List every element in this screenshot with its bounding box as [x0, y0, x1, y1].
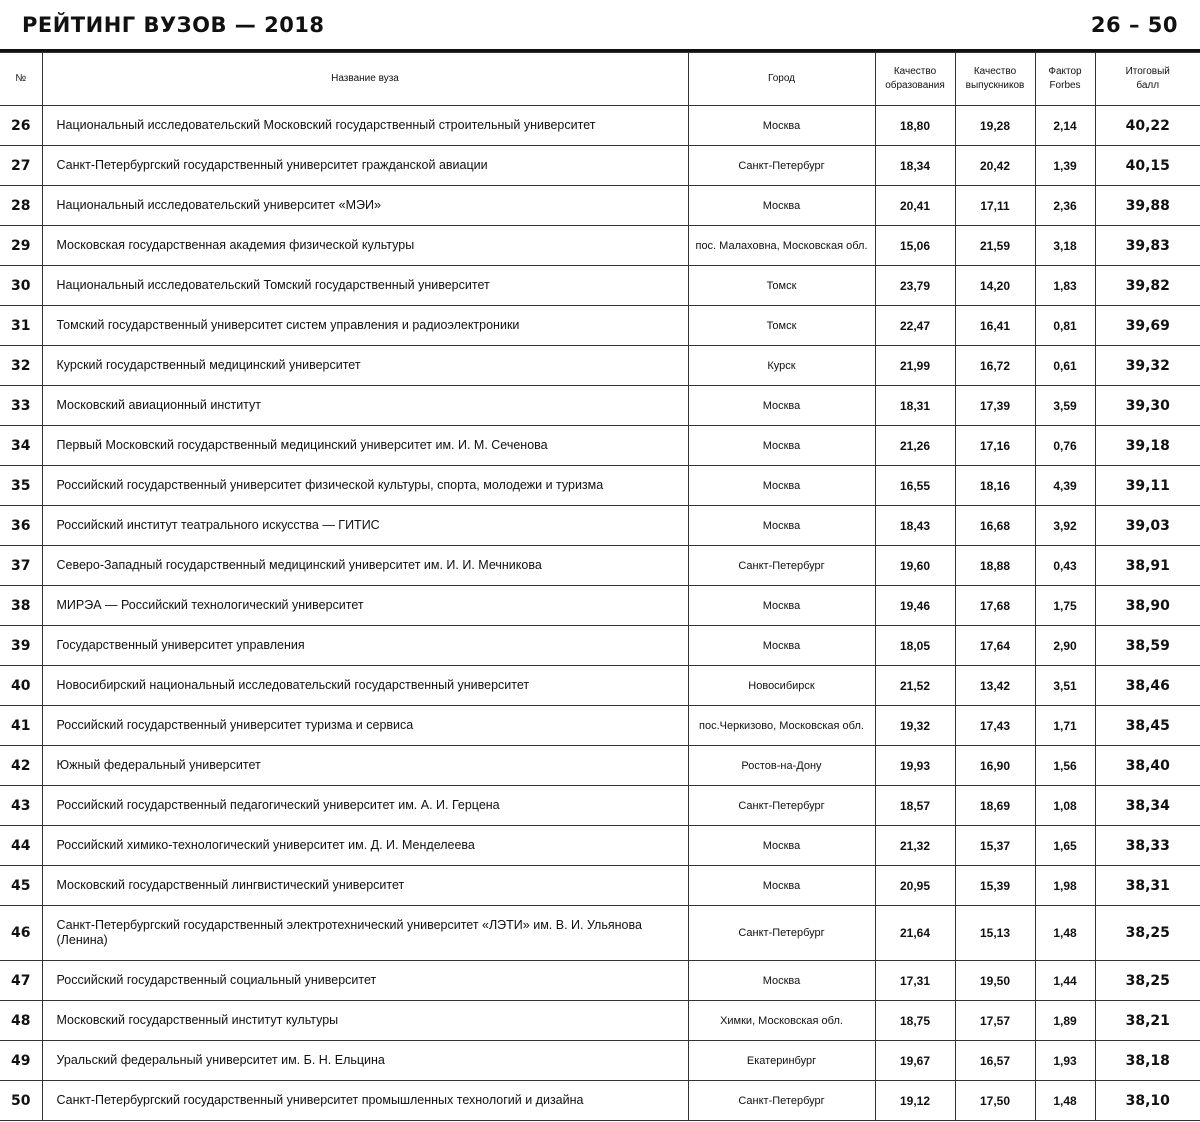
- quality-grad-cell: 14,20: [955, 266, 1035, 306]
- quality-edu-cell: 19,12: [875, 1081, 955, 1121]
- forbes-factor-cell: 1,08: [1035, 786, 1095, 826]
- rank-cell: 43: [0, 786, 42, 826]
- total-score-cell: 39,32: [1095, 346, 1200, 386]
- university-name-cell: Московская государственная академия физической культуры: [42, 226, 688, 266]
- header-total-line2: балл: [1136, 80, 1160, 91]
- city-cell: Санкт-Петербург: [688, 546, 875, 586]
- quality-grad-cell: 17,43: [955, 706, 1035, 746]
- university-name-cell: Московский государственный лингвистический университет: [42, 866, 688, 906]
- quality-grad-cell: 17,11: [955, 186, 1035, 226]
- rank-cell: 44: [0, 826, 42, 866]
- forbes-factor-cell: 2,36: [1035, 186, 1095, 226]
- forbes-factor-cell: 0,81: [1035, 306, 1095, 346]
- city-cell: Москва: [688, 426, 875, 466]
- quality-grad-cell: 15,39: [955, 866, 1035, 906]
- header-name: Название вуза: [42, 53, 688, 106]
- quality-edu-cell: 21,32: [875, 826, 955, 866]
- quality-grad-cell: 21,59: [955, 226, 1035, 266]
- quality-edu-cell: 18,43: [875, 506, 955, 546]
- header-forbes-line1: Фактор: [1048, 66, 1082, 77]
- quality-edu-cell: 21,26: [875, 426, 955, 466]
- table-row: [0, 1041, 1200, 1081]
- table-row: [0, 906, 1200, 961]
- quality-edu-cell: 18,57: [875, 786, 955, 826]
- total-score-cell: 38,25: [1095, 961, 1200, 1001]
- quality-edu-cell: 19,32: [875, 706, 955, 746]
- header-quality-edu: [875, 53, 955, 106]
- city-cell: Новосибирск: [688, 666, 875, 706]
- forbes-factor-cell: 1,56: [1035, 746, 1095, 786]
- rank-cell: 32: [0, 346, 42, 386]
- table-header-row: [0, 53, 1200, 106]
- header-total: [1095, 53, 1200, 106]
- quality-grad-cell: 17,16: [955, 426, 1035, 466]
- total-score-cell: 40,22: [1095, 106, 1200, 146]
- quality-grad-cell: 17,57: [955, 1001, 1035, 1041]
- rank-cell: 33: [0, 386, 42, 426]
- table-row: [0, 626, 1200, 666]
- quality-edu-cell: 19,60: [875, 546, 955, 586]
- city-cell: Курск: [688, 346, 875, 386]
- table-row: [0, 506, 1200, 546]
- forbes-factor-cell: 2,14: [1035, 106, 1095, 146]
- university-name-cell: Российский химико-технологический университет им. Д. И. Менделеева: [42, 826, 688, 866]
- city-cell: пос. Малаховна, Московская обл.: [688, 226, 875, 266]
- city-cell: Москва: [688, 466, 875, 506]
- city-cell: Санкт-Петербург: [688, 906, 875, 961]
- university-name-cell: Московский государственный институт культуры: [42, 1001, 688, 1041]
- table-row: [0, 786, 1200, 826]
- university-name-cell: Государственный университет управления: [42, 626, 688, 666]
- rank-cell: 34: [0, 426, 42, 466]
- total-score-cell: 38,21: [1095, 1001, 1200, 1041]
- university-name-cell: МИРЭА — Российский технологический университет: [42, 586, 688, 626]
- quality-grad-cell: 18,69: [955, 786, 1035, 826]
- city-cell: Ростов-на-Дону: [688, 746, 875, 786]
- university-name-cell: Санкт-Петербургский государственный университет промышленных технологий и дизайна: [42, 1081, 688, 1121]
- table-row: [0, 866, 1200, 906]
- university-name-cell: Томский государственный университет систем управления и радиоэлектроники: [42, 306, 688, 346]
- forbes-factor-cell: 3,59: [1035, 386, 1095, 426]
- university-name-cell: Новосибирский национальный исследовательский государственный университет: [42, 666, 688, 706]
- city-cell: Санкт-Петербург: [688, 146, 875, 186]
- university-name-cell: Первый Московский государственный медицинский университет им. И. М. Сеченова: [42, 426, 688, 466]
- quality-edu-cell: 18,75: [875, 1001, 955, 1041]
- rank-cell: 27: [0, 146, 42, 186]
- rank-cell: 31: [0, 306, 42, 346]
- quality-grad-cell: 16,72: [955, 346, 1035, 386]
- header-forbes-line2: Forbes: [1049, 80, 1081, 91]
- table-row: [0, 546, 1200, 586]
- forbes-factor-cell: 1,48: [1035, 906, 1095, 961]
- table-row: [0, 746, 1200, 786]
- total-score-cell: 38,45: [1095, 706, 1200, 746]
- forbes-factor-cell: 1,75: [1035, 586, 1095, 626]
- quality-edu-cell: 16,55: [875, 466, 955, 506]
- table-row: [0, 426, 1200, 466]
- university-name-cell: Курский государственный медицинский университет: [42, 346, 688, 386]
- university-name-cell: Северо-Западный государственный медицинский университет им. И. И. Мечникова: [42, 546, 688, 586]
- city-cell: Москва: [688, 866, 875, 906]
- city-cell: Москва: [688, 386, 875, 426]
- quality-edu-cell: 18,31: [875, 386, 955, 426]
- forbes-factor-cell: 1,93: [1035, 1041, 1095, 1081]
- table-row: [0, 1001, 1200, 1041]
- rank-cell: 38: [0, 586, 42, 626]
- city-cell: Санкт-Петербург: [688, 786, 875, 826]
- table-row: [0, 386, 1200, 426]
- city-cell: Москва: [688, 961, 875, 1001]
- quality-grad-cell: 16,90: [955, 746, 1035, 786]
- quality-grad-cell: 17,68: [955, 586, 1035, 626]
- table-body: [0, 106, 1200, 1121]
- quality-edu-cell: 17,31: [875, 961, 955, 1001]
- rank-cell: 42: [0, 746, 42, 786]
- city-cell: Москва: [688, 586, 875, 626]
- city-cell: пос.Черкизово, Московская обл.: [688, 706, 875, 746]
- quality-edu-cell: 15,06: [875, 226, 955, 266]
- table-row: [0, 826, 1200, 866]
- quality-edu-cell: 21,99: [875, 346, 955, 386]
- city-cell: Екатеринбург: [688, 1041, 875, 1081]
- header-num: №: [0, 53, 42, 106]
- total-score-cell: 38,25: [1095, 906, 1200, 961]
- rank-cell: 36: [0, 506, 42, 546]
- table-row: [0, 266, 1200, 306]
- quality-grad-cell: 17,64: [955, 626, 1035, 666]
- total-score-cell: 39,83: [1095, 226, 1200, 266]
- quality-grad-cell: 16,68: [955, 506, 1035, 546]
- university-name-cell: Южный федеральный университет: [42, 746, 688, 786]
- table-row: [0, 146, 1200, 186]
- university-name-cell: Российский государственный педагогический университет им. А. И. Герцена: [42, 786, 688, 826]
- table-row: [0, 226, 1200, 266]
- total-score-cell: 38,40: [1095, 746, 1200, 786]
- total-score-cell: 38,91: [1095, 546, 1200, 586]
- quality-grad-cell: 13,42: [955, 666, 1035, 706]
- city-cell: Москва: [688, 826, 875, 866]
- rank-cell: 29: [0, 226, 42, 266]
- total-score-cell: 38,18: [1095, 1041, 1200, 1081]
- university-name-cell: Национальный исследовательский Московский государственный строительный университет: [42, 106, 688, 146]
- university-name-cell: Российский государственный университет туризма и сервиса: [42, 706, 688, 746]
- quality-grad-cell: 15,13: [955, 906, 1035, 961]
- university-name-cell: Российский государственный университет физической культуры, спорта, молодежи и туризма: [42, 466, 688, 506]
- page-title: РЕЙТИНГ ВУЗОВ — 2018: [22, 12, 325, 37]
- forbes-factor-cell: 3,18: [1035, 226, 1095, 266]
- university-name-cell: Национальный исследовательский Томский государственный университет: [42, 266, 688, 306]
- forbes-factor-cell: 1,83: [1035, 266, 1095, 306]
- total-score-cell: 39,03: [1095, 506, 1200, 546]
- header-quality-edu-line1: Качество: [893, 66, 937, 77]
- rank-cell: 48: [0, 1001, 42, 1041]
- forbes-factor-cell: 3,92: [1035, 506, 1095, 546]
- quality-grad-cell: 18,16: [955, 466, 1035, 506]
- quality-edu-cell: 19,93: [875, 746, 955, 786]
- quality-grad-cell: 16,57: [955, 1041, 1035, 1081]
- rank-cell: 39: [0, 626, 42, 666]
- table-row: [0, 346, 1200, 386]
- table-row: [0, 706, 1200, 746]
- forbes-factor-cell: 3,51: [1035, 666, 1095, 706]
- header-quality-grad-line1: Качество: [973, 66, 1017, 77]
- table-row: [0, 1081, 1200, 1121]
- total-score-cell: 38,10: [1095, 1081, 1200, 1121]
- rank-cell: 28: [0, 186, 42, 226]
- forbes-factor-cell: 1,39: [1035, 146, 1095, 186]
- forbes-factor-cell: 0,43: [1035, 546, 1095, 586]
- quality-grad-cell: 19,50: [955, 961, 1035, 1001]
- total-score-cell: 38,46: [1095, 666, 1200, 706]
- total-score-cell: 38,33: [1095, 826, 1200, 866]
- table-row: [0, 586, 1200, 626]
- university-name-cell: Российский государственный социальный университет: [42, 961, 688, 1001]
- city-cell: Томск: [688, 266, 875, 306]
- university-name-cell: Московский авиационный институт: [42, 386, 688, 426]
- header-total-line1: Итоговый: [1125, 66, 1170, 77]
- forbes-factor-cell: 1,48: [1035, 1081, 1095, 1121]
- quality-edu-cell: 18,80: [875, 106, 955, 146]
- table-row: [0, 106, 1200, 146]
- city-cell: Москва: [688, 626, 875, 666]
- total-score-cell: 38,31: [1095, 866, 1200, 906]
- quality-grad-cell: 18,88: [955, 546, 1035, 586]
- header-forbes: [1035, 53, 1095, 106]
- forbes-factor-cell: 1,71: [1035, 706, 1095, 746]
- quality-edu-cell: 18,34: [875, 146, 955, 186]
- forbes-factor-cell: 1,44: [1035, 961, 1095, 1001]
- quality-grad-cell: 20,42: [955, 146, 1035, 186]
- city-cell: Москва: [688, 506, 875, 546]
- university-name-cell: Санкт-Петербургский государственный университет гражданской авиации: [42, 146, 688, 186]
- university-name-cell: Российский институт театрального искусства — ГИТИС: [42, 506, 688, 546]
- total-score-cell: 40,15: [1095, 146, 1200, 186]
- ranking-table: [0, 52, 1200, 1121]
- forbes-factor-cell: 0,61: [1035, 346, 1095, 386]
- total-score-cell: 38,90: [1095, 586, 1200, 626]
- rank-cell: 26: [0, 106, 42, 146]
- rank-cell: 49: [0, 1041, 42, 1081]
- quality-edu-cell: 22,47: [875, 306, 955, 346]
- rank-cell: 47: [0, 961, 42, 1001]
- city-cell: Томск: [688, 306, 875, 346]
- total-score-cell: 38,34: [1095, 786, 1200, 826]
- total-score-cell: 39,11: [1095, 466, 1200, 506]
- page-header: [0, 0, 1200, 52]
- quality-grad-cell: 16,41: [955, 306, 1035, 346]
- table-row: [0, 306, 1200, 346]
- city-cell: Санкт-Петербург: [688, 1081, 875, 1121]
- total-score-cell: 39,30: [1095, 386, 1200, 426]
- table-row: [0, 186, 1200, 226]
- rank-cell: 30: [0, 266, 42, 306]
- quality-grad-cell: 19,28: [955, 106, 1035, 146]
- forbes-factor-cell: 0,76: [1035, 426, 1095, 466]
- rank-cell: 35: [0, 466, 42, 506]
- total-score-cell: 39,69: [1095, 306, 1200, 346]
- total-score-cell: 38,59: [1095, 626, 1200, 666]
- city-cell: Москва: [688, 106, 875, 146]
- university-name-cell: Санкт-Петербургский государственный электротехнический университет «ЛЭТИ» им. В. И. Ульянова (Ленина): [42, 906, 688, 961]
- total-score-cell: 39,18: [1095, 426, 1200, 466]
- table-row: [0, 961, 1200, 1001]
- quality-grad-cell: 17,39: [955, 386, 1035, 426]
- rank-cell: 45: [0, 866, 42, 906]
- city-cell: Химки, Московская обл.: [688, 1001, 875, 1041]
- total-score-cell: 39,82: [1095, 266, 1200, 306]
- rank-range: 26 – 50: [1090, 12, 1178, 37]
- rank-cell: 37: [0, 546, 42, 586]
- rank-cell: 41: [0, 706, 42, 746]
- city-cell: Москва: [688, 186, 875, 226]
- forbes-factor-cell: 1,98: [1035, 866, 1095, 906]
- university-name-cell: Уральский федеральный университет им. Б. Н. Ельцина: [42, 1041, 688, 1081]
- quality-edu-cell: 19,67: [875, 1041, 955, 1081]
- forbes-factor-cell: 2,90: [1035, 626, 1095, 666]
- header-quality-edu-line2: образования: [885, 80, 945, 91]
- quality-edu-cell: 18,05: [875, 626, 955, 666]
- quality-edu-cell: 20,41: [875, 186, 955, 226]
- rank-cell: 40: [0, 666, 42, 706]
- header-quality-grad: [955, 53, 1035, 106]
- forbes-factor-cell: 4,39: [1035, 466, 1095, 506]
- quality-edu-cell: 20,95: [875, 866, 955, 906]
- quality-edu-cell: 23,79: [875, 266, 955, 306]
- quality-edu-cell: 21,52: [875, 666, 955, 706]
- total-score-cell: 39,88: [1095, 186, 1200, 226]
- quality-edu-cell: 21,64: [875, 906, 955, 961]
- table-row: [0, 466, 1200, 506]
- quality-edu-cell: 19,46: [875, 586, 955, 626]
- rank-cell: 50: [0, 1081, 42, 1121]
- quality-grad-cell: 17,50: [955, 1081, 1035, 1121]
- table-row: [0, 666, 1200, 706]
- forbes-factor-cell: 1,89: [1035, 1001, 1095, 1041]
- header-city: Город: [688, 53, 875, 106]
- university-name-cell: Национальный исследовательский университет «МЭИ»: [42, 186, 688, 226]
- forbes-factor-cell: 1,65: [1035, 826, 1095, 866]
- quality-grad-cell: 15,37: [955, 826, 1035, 866]
- rank-cell: 46: [0, 906, 42, 961]
- header-quality-grad-line2: выпускников: [965, 80, 1025, 91]
